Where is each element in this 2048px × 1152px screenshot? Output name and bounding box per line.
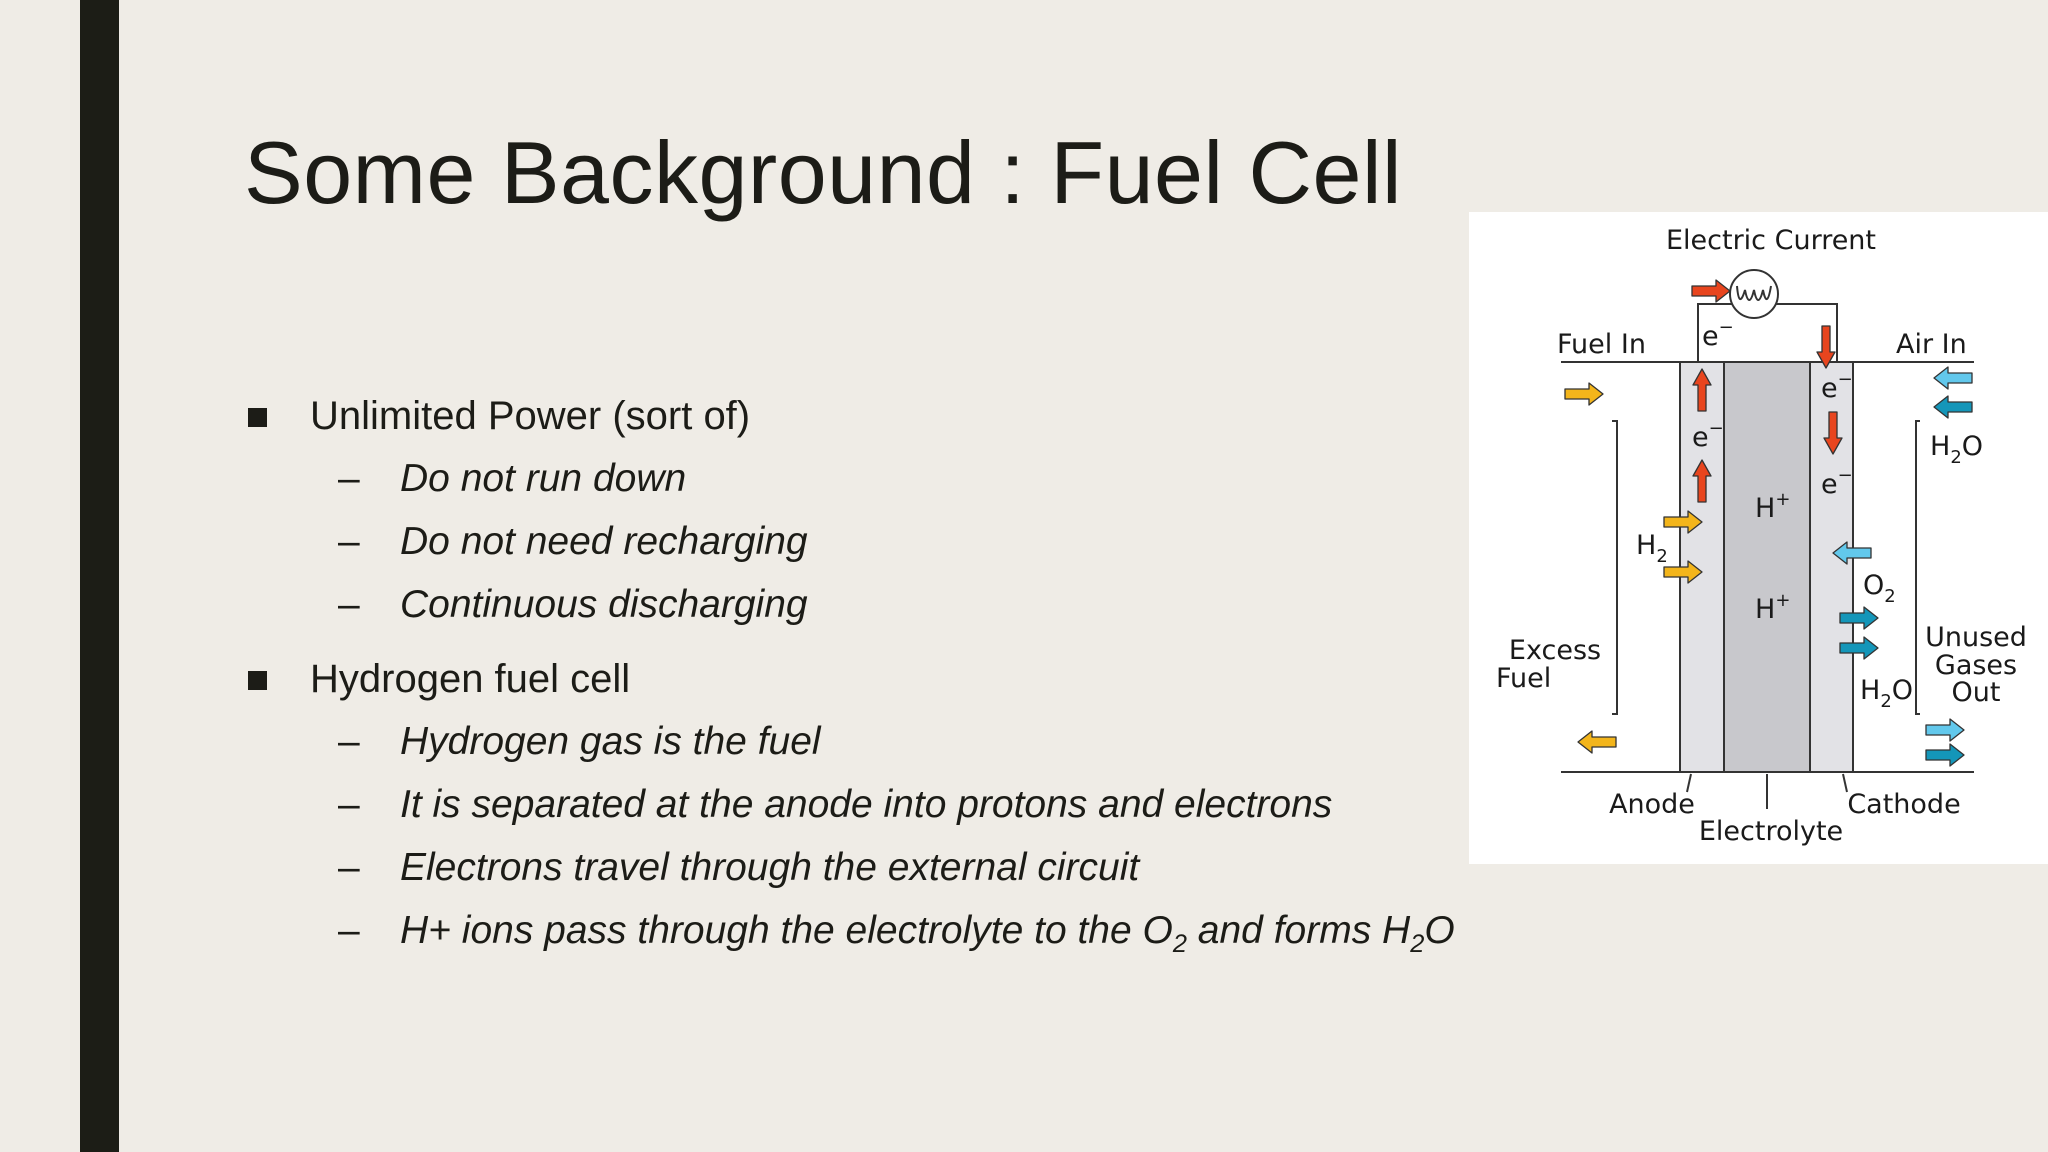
air-arrow-icon xyxy=(1926,719,1964,741)
air-arrow-icon xyxy=(1926,744,1964,766)
electrolyte-layer xyxy=(1724,362,1810,772)
electron-arrow-icon xyxy=(1692,280,1730,302)
electron-label: e− xyxy=(1821,369,1853,404)
unused-gases-label: Out xyxy=(1951,677,2001,708)
electron-label: e− xyxy=(1702,317,1734,352)
unused-gases-label: Gases xyxy=(1934,650,2018,681)
fuel-arrow-icon xyxy=(1565,383,1603,405)
dash-bullet-icon: – xyxy=(338,583,360,626)
lamp-icon xyxy=(1730,270,1778,318)
electrolyte-label: Electrolyte xyxy=(1698,816,1844,847)
excess-fuel-label: Fuel xyxy=(1496,663,1552,694)
fuel-cell-diagram xyxy=(1469,212,2048,864)
water-label: $H_2O$ xyxy=(1930,431,1984,468)
dash-bullet-icon: – xyxy=(338,720,360,763)
left-accent-bar xyxy=(80,0,119,1152)
electric-current-label: Electric Current xyxy=(1665,225,1877,256)
water-label: $H_2O$ xyxy=(1860,675,1914,712)
anode-label: Anode xyxy=(1609,789,1695,820)
dash-bullet-icon: – xyxy=(338,909,360,952)
proton-label: H+ xyxy=(1755,590,1791,625)
dash-bullet-icon: – xyxy=(338,783,360,826)
oxygen-label: $O_2$ xyxy=(1863,570,1896,607)
square-bullet-icon xyxy=(248,671,267,690)
air-arrow-icon xyxy=(1934,367,1972,389)
fuel-in-label: Fuel In xyxy=(1557,329,1646,360)
square-bullet-icon xyxy=(248,408,267,427)
electron-label: e− xyxy=(1821,465,1853,500)
unused-gases-label: Unused xyxy=(1925,622,2027,653)
dash-bullet-icon: – xyxy=(338,846,360,889)
proton-label: H+ xyxy=(1755,489,1791,524)
cathode-label: Cathode xyxy=(1847,789,1961,820)
excess-fuel-label: Excess xyxy=(1508,635,1602,666)
slide-title: Some Background : Fuel Cell xyxy=(244,123,1403,222)
electron-label: e− xyxy=(1692,418,1724,453)
hydrogen-label: $H_2$ xyxy=(1636,530,1668,567)
air-in-label: Air In xyxy=(1896,329,1967,360)
air-arrow-icon xyxy=(1934,396,1972,418)
dash-bullet-icon: – xyxy=(338,520,360,563)
dash-bullet-icon: – xyxy=(338,457,360,500)
fuel-arrow-icon xyxy=(1578,731,1616,753)
